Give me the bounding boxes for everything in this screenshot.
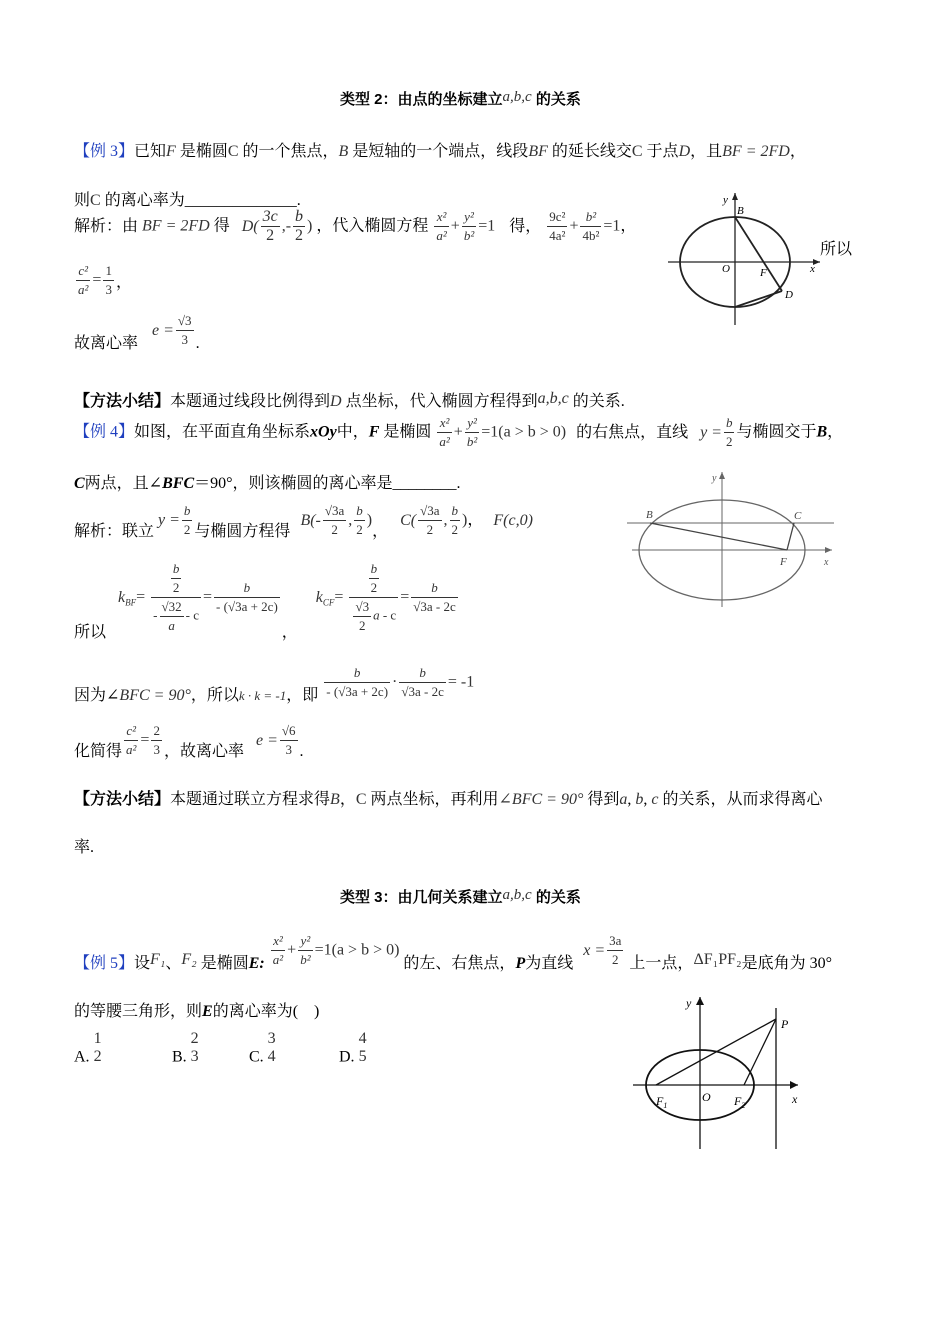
segment-BF <box>650 523 787 550</box>
math-k: k <box>315 588 323 606</box>
math: =1 <box>603 217 621 235</box>
math-C: C <box>90 192 101 209</box>
text: 点坐标，代入椭圆方程得到 <box>345 393 538 410</box>
example-3-solution-3 <box>74 312 200 353</box>
text: 是短轴的一个端点，线段 <box>352 143 529 160</box>
method-summary-2-cont <box>74 834 94 857</box>
label-O: O <box>722 263 730 275</box>
text: 于点 <box>646 143 679 160</box>
text: 是椭圆 <box>383 423 432 441</box>
fraction: $\frac{√3a}{2}$ <box>324 503 345 537</box>
math: y = <box>700 423 722 441</box>
math-xOy: xOy <box>310 423 337 441</box>
fraction: $\frac{\text{y²}}{\text{b²}}$ <box>466 415 478 449</box>
math-F: F <box>166 143 176 160</box>
math-angle: ∠BFC = 90° <box>498 791 584 808</box>
text: 的延长线交 <box>551 143 632 160</box>
label-C: C <box>794 510 802 522</box>
fraction: $\frac{3a}{2}$ <box>609 933 622 967</box>
text: ，即 <box>286 687 319 705</box>
example-4-slopes: 所以 $k_{BF}=$ $\frac{b}{2}$ - $\frac{√32}{a}$ - c = $\frac{b}{- (√3a + 2c)}$ ， $k_{CF}=$ $\frac{b}{2}$ $\frac{√3}{2}$ a - c = $\frac{b}{√3a - 2c}$ <box>74 561 456 642</box>
math-k: k <box>118 588 126 606</box>
math-condition: BF = 2FD <box>722 143 790 160</box>
math-b: b <box>635 791 644 808</box>
math-C: C <box>74 475 85 492</box>
label-O: O <box>702 1090 711 1104</box>
text: 两点坐标，再利用 <box>370 791 499 808</box>
section-2-title <box>340 88 581 109</box>
ellipse-figure-2 <box>622 467 837 612</box>
fraction: $\frac{\text{9c²}}{\text{4a²}}$ <box>549 209 566 243</box>
text: 本题通过联立方程求得 <box>170 791 331 808</box>
example-4-solution-4 <box>74 722 304 761</box>
fraction: $\frac{2}{3}$ <box>153 723 160 757</box>
fraction: $\frac{3c}{2}$ <box>262 208 278 244</box>
fraction: 4 5 <box>358 1030 367 1065</box>
option-label: B. <box>172 1048 187 1066</box>
option-label: C. <box>249 1048 264 1066</box>
example-4-solution-1: 解析：联立 y = $\frac{b}{2}$ 与椭圆方程得 B(- $\frac{√3a}{2}$ , $\frac{b}{2}$ )， C( $\frac{√3a}{2}$ , $\frac{b}{2}$ )， F(c,0) <box>74 503 533 541</box>
label-D: D <box>785 289 793 301</box>
text: . <box>299 743 304 761</box>
text: 的等腰三角形，则 <box>74 1003 203 1020</box>
example-3-solution-1: 解析：由 BF = 2FD 得 D( $\frac{3c}{2}$ ,- $\frac{b}{2}$ ) ，代入椭圆方程 $\frac{\text{x²}}{\text{a²}}$ + $\frac{\text{y²}}{\text{b²}}$ =1 得， $\frac{\text{9c²}}{\text{4a²}}$ + $\frac{\text{b²}}{\text{4b²}}$ =1， <box>74 208 637 244</box>
fraction: $\frac{b}{√3a - 2c}$ <box>413 580 456 614</box>
fraction: $\frac{\text{b²}}{\text{4b²}}$ <box>582 209 600 243</box>
math-C: C <box>355 791 367 808</box>
fraction: 3 4 <box>267 1030 276 1065</box>
text: 是椭圆 <box>200 955 249 973</box>
fraction: 1 2 <box>93 1030 102 1065</box>
fraction: $\frac{\text{c²}}{\text{a²}}$ <box>126 723 137 757</box>
method-summary-1 <box>74 388 625 411</box>
example-5-line-2 <box>74 998 319 1021</box>
math-D: D <box>678 143 691 160</box>
text: 是底角为 30° <box>741 955 832 973</box>
segment-CF <box>787 523 794 550</box>
text: 则 <box>74 192 91 209</box>
text: 的离心率为 <box>104 192 185 209</box>
text: 解析：由 <box>74 217 139 235</box>
math-D-point: D( <box>241 217 259 235</box>
answer-blank: ______________. <box>184 192 301 209</box>
text: ，故离心率 <box>163 743 244 761</box>
math-condition: =1(a > b > 0) <box>314 941 400 959</box>
summary-tag: 【方法小结】 <box>74 393 171 410</box>
ellipse-figure-1 <box>660 185 830 330</box>
text: 的左、右焦点， <box>403 955 516 973</box>
label-F: F <box>780 556 787 568</box>
text: 两点，且∠ <box>84 475 163 492</box>
label-F: F <box>760 267 767 279</box>
label-B: B <box>646 509 653 521</box>
text: 得 <box>213 217 230 235</box>
example-4-line-2 <box>74 470 461 493</box>
fraction: $\frac{√3}{3}$ <box>177 313 192 347</box>
example-5-line-1: 【例 5】设F₁、F₂ 是椭圆E: $\frac{\text{x²}}{\text{a²}}$ + $\frac{\text{y²}}{\text{b²}}$ =1(a > b > 0) 的左、右焦点，P为直线 x = $\frac{3a}{2}$ 上一点，ΔF₁PF₂是底角为 30° <box>74 933 832 973</box>
y-axis-arrow <box>719 472 725 479</box>
x-axis-arrow <box>790 1081 798 1089</box>
label-F1: $F_1$ <box>656 1094 668 1110</box>
example-tag: 【例 3】 <box>74 143 135 160</box>
fraction: 2 3 <box>190 1030 199 1065</box>
text: 设 <box>134 955 151 973</box>
text: 所以 <box>820 241 853 258</box>
option-c[interactable] <box>249 1030 280 1067</box>
label-x: x <box>810 263 815 275</box>
section-title-text: 类型 3：由几何关系建立 <box>340 889 503 906</box>
math-a: a <box>619 791 628 808</box>
example-4-solution-3: 因为∠BFC = 90°，所以$_{k \cdot k = -1}$，即 $\frac{b}{- (√3a + 2c)}$ · $\frac{b}{√3a - 2c}$ = -1 <box>74 665 475 705</box>
fraction: $\frac{b}{2}$ <box>725 415 733 449</box>
math-abc: a,b,c <box>537 390 569 407</box>
segment-D-bottom <box>735 291 782 307</box>
math-BFC: BFC <box>162 475 195 492</box>
text: 的关系. <box>572 393 625 410</box>
text: 本题通过线段比例得到 <box>170 393 331 410</box>
compound-fraction: $\frac{b}{2}$ $\frac{√3}{2}$ a - c <box>349 560 398 635</box>
fraction: $\frac{\text{x²}}{\text{a²}}$ <box>272 933 284 967</box>
text: ， <box>789 143 806 160</box>
text: ， <box>827 423 844 441</box>
section-title-text: 类型 2：由点的坐标建立 <box>340 91 503 108</box>
fraction: $\frac{b}{√3a - 2c}$ <box>401 665 444 699</box>
subscript: BF <box>125 597 137 608</box>
text: 所以 <box>74 624 107 642</box>
section-title-math: a,b,c <box>502 89 532 105</box>
math-F2: F₂ <box>181 951 197 969</box>
text: 与椭圆方程得 <box>194 523 291 541</box>
math: = <box>92 271 102 289</box>
math-e: e = <box>152 321 174 339</box>
text: ＝90°，则该椭圆的离心率是 <box>194 475 393 492</box>
math-condition: BF = 2FD <box>142 217 210 235</box>
section-title-math: a,b,c <box>502 887 532 903</box>
label-x: x <box>792 1092 798 1106</box>
math-C: C <box>631 143 643 160</box>
math-BF: BF <box>528 143 548 160</box>
text: ，且 <box>690 143 723 160</box>
text: 中， <box>336 423 369 441</box>
example-3-solution-2 <box>74 262 132 299</box>
math: x = <box>583 941 606 959</box>
label-F2: $F_2$ <box>734 1094 746 1110</box>
subscript: CF <box>322 597 335 608</box>
text: ， <box>115 274 132 291</box>
math-B: B <box>338 143 349 160</box>
text: 的右焦点，直线 <box>576 423 689 441</box>
math: = <box>140 731 150 749</box>
text: 率. <box>74 839 95 856</box>
math-C-point: C( <box>400 511 417 529</box>
summary-tag: 【方法小结】 <box>74 791 171 808</box>
text: 与椭圆交于 <box>736 423 817 441</box>
fraction: $\frac{\text{x²}}{\text{a²}}$ <box>439 415 450 449</box>
text: 得到 <box>587 791 620 808</box>
math-E: E <box>202 1003 213 1020</box>
text: 的关系，从而求得离心 <box>662 791 823 808</box>
text: 因为∠ <box>74 687 120 705</box>
label-y: y <box>686 996 692 1010</box>
option-b[interactable] <box>172 1030 203 1067</box>
text: 如图，在平面直角坐标系 <box>134 423 311 441</box>
text: . <box>195 335 200 353</box>
answer-blank: ________. <box>392 475 461 492</box>
text: 故离心率 <box>74 335 139 353</box>
text: 化简得 <box>74 743 123 761</box>
fraction: $\frac{b}{2}$ <box>183 503 191 537</box>
fraction: $\frac{b}{- (√3a + 2c)}$ <box>216 580 278 614</box>
math-D: D <box>330 393 342 410</box>
text: ， <box>339 791 356 808</box>
math-triangle: ΔF₁PF₂ <box>693 951 742 969</box>
math-F: F <box>368 423 380 441</box>
ellipse-figure-3 <box>628 993 813 1153</box>
math: y = <box>158 511 180 529</box>
fraction: $\frac{√3a}{2}$ <box>420 503 440 537</box>
text: 上一点， <box>629 955 694 973</box>
fraction: $\frac{\text{x²}}{\text{a²}}$ <box>436 209 447 243</box>
label-x: x <box>824 557 829 568</box>
text: 解析：联立 <box>74 523 155 541</box>
text: 、 <box>165 955 182 973</box>
fraction: $\frac{\text{c²}}{\text{a²}}$ <box>78 263 89 297</box>
y-axis-arrow <box>696 997 704 1005</box>
fraction: $\frac{√6}{3}$ <box>281 723 296 757</box>
text: 是椭圆 <box>179 143 228 160</box>
option-a[interactable] <box>74 1030 106 1067</box>
fraction: $\frac{b}{2}$ <box>356 503 363 537</box>
label-P: P <box>781 1017 789 1031</box>
text: 的一个焦点， <box>242 143 339 160</box>
math: = -1 <box>447 673 475 691</box>
example-tag: 【例 4】 <box>74 423 135 441</box>
section-title-suffix: 的关系 <box>535 889 581 906</box>
segment-BD <box>735 217 782 291</box>
label-B: B <box>737 205 744 217</box>
math-B-point: B(- <box>300 511 321 529</box>
compound-fraction: $\frac{b}{2}$ - $\frac{√32}{a}$ - c <box>153 561 199 633</box>
math-B: B <box>816 423 828 441</box>
label-y: y <box>712 473 717 484</box>
fraction: $\frac{b}{- (√3a + 2c)}$ <box>326 665 389 699</box>
option-label: A. <box>74 1048 90 1066</box>
label-y: y <box>723 194 728 206</box>
fraction: $\frac{b}{2}$ <box>295 208 304 244</box>
math-F1: F₁ <box>150 951 166 969</box>
example-tag: 【例 5】 <box>74 955 135 973</box>
fraction: $\frac{1}{3}$ <box>105 263 112 297</box>
math: =1 <box>478 217 496 235</box>
section-3-title <box>340 886 581 907</box>
example-3-line-2 <box>74 187 301 210</box>
option-d[interactable] <box>339 1030 371 1067</box>
math-product: k · k = -1 <box>238 688 287 704</box>
math-B: B <box>330 791 340 808</box>
x-axis-arrow <box>825 547 832 553</box>
segment-F2P <box>744 1019 776 1085</box>
math-condition: =1(a > b > 0) <box>481 423 567 441</box>
option-label: D. <box>339 1048 355 1066</box>
text: 为直线 <box>525 955 574 973</box>
math-E: E: <box>248 955 265 973</box>
math-e: e = <box>255 731 278 749</box>
fraction: $\frac{b}{2}$ <box>451 503 459 537</box>
example-3-line-1 <box>74 138 806 161</box>
text: ，所以 <box>190 687 239 705</box>
math-angle: BFC = 90° <box>119 687 191 705</box>
text: 得， <box>509 217 542 235</box>
text: 已知 <box>134 143 167 160</box>
math-F-point: F(c,0) <box>493 511 533 529</box>
text: ，代入椭圆方程 <box>316 217 429 235</box>
section-title-suffix: 的关系 <box>535 91 581 108</box>
text: ， <box>620 217 637 235</box>
fraction: $\frac{\text{y²}}{\text{b²}}$ <box>300 933 311 967</box>
segment-F1P <box>656 1019 776 1085</box>
y-axis-arrow <box>732 193 738 200</box>
math-P: P <box>515 955 526 973</box>
math-C: C <box>227 143 239 160</box>
fraction: $\frac{\text{y²}}{\text{b²}}$ <box>463 209 475 243</box>
math-c: c <box>651 791 659 808</box>
example-4-line-1: 【例 4】如图，在平面直角坐标系xOy中，F 是椭圆 $\frac{\text{x²}}{\text{a²}}$ + $\frac{\text{y²}}{\text{b²}}$ =1(a > b > 0) 的右焦点，直线 y = $\frac{b}{2}$ 与椭圆交于B， <box>74 415 844 449</box>
text: 的离心率为( ) <box>212 1003 320 1020</box>
method-summary-2: 【方法小结】本题通过联立方程求得B，C 两点坐标，再利用∠BFC = 90° 得到a, b, c 的关系，从而求得离心 <box>74 791 823 808</box>
